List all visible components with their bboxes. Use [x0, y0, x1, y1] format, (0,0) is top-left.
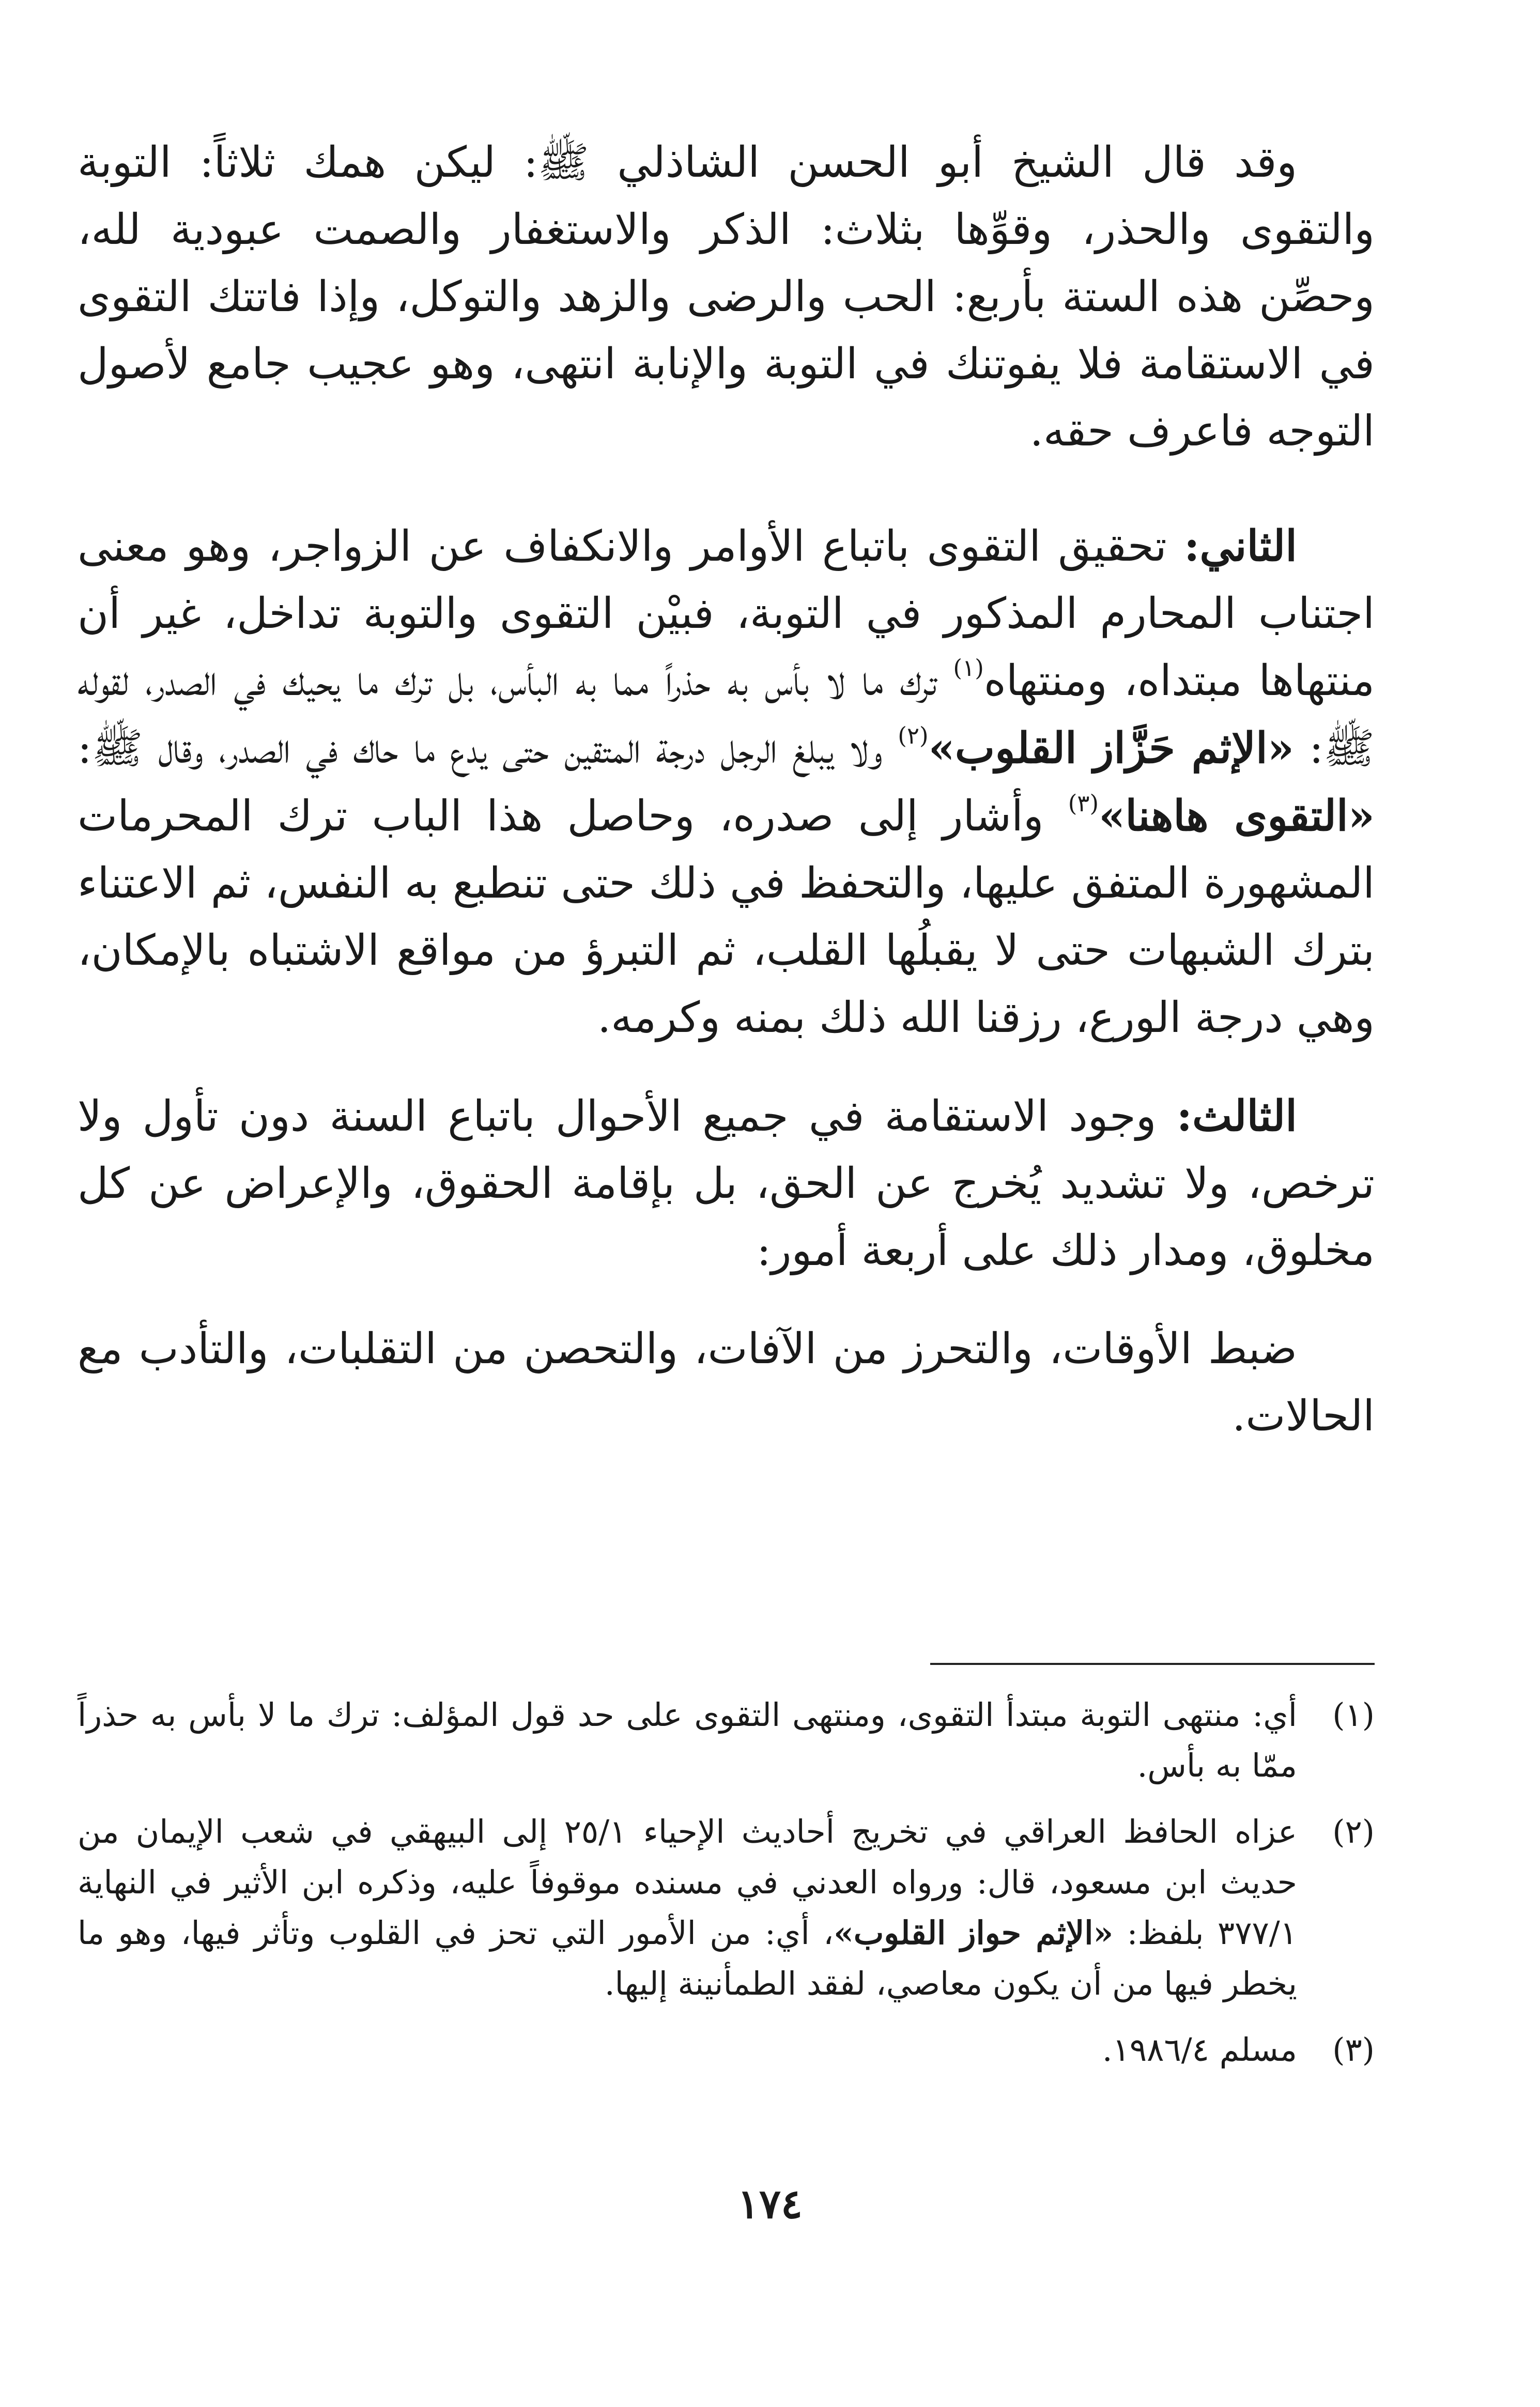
section-label-third: الثالث:	[1176, 1091, 1297, 1141]
footnote-ref-2: (٢)	[898, 721, 929, 749]
footnote-2-text	[78, 1807, 1297, 2009]
footnotes	[78, 1690, 1375, 2091]
hadith-quote-ithm: «الإثم حَزَّاز القلوب»	[928, 723, 1294, 773]
footnote-1-text: أي: منتهى التوبة مبتدأ التقوى، ومنتهى التقوى على حد قول المؤلف: ترك ما لا بأس به حذراً ممّا به بأس.	[78, 1696, 1297, 1784]
footnote-ref-1: (١)	[953, 654, 984, 682]
footnote-2-number: (٢)	[1332, 1813, 1375, 1850]
footnote-ref-3: (٣)	[1068, 789, 1099, 817]
footnote-2-text-b: ، أي: من الأمور التي تحز في القلوب وتأثر فيها، وهو ما يخطر فيها من أن يكون معاصي، لفقد الطمأنينة إليها.	[78, 1914, 1297, 2002]
page-number: ١٧٤	[737, 2181, 803, 2228]
paragraph-second	[78, 513, 1375, 1052]
paragraph-shadhili-quote: وقد قال الشيخ أبو الحسن الشاذلي ﷺ: ليكن همك ثلاثاً: التوبة والتقوى والحذر، وقوِّها بثلاث: الذكر والاستغفار والصمت عبودية لله، وحصِّن هذه الستة بأربع: الحب والرضى والزهد والتوكل، وإذا فاتتك التقوى في الاستقامة فلا يفوتنك في التوبة والإنابة انتهى، وهو عجيب جامع لأصول التوجه فاعرف حقه.	[78, 138, 1375, 456]
footnote-3-number: (٣)	[1332, 2031, 1375, 2069]
paragraph-second-text-1: تحقيق التقوى باتباع الأوامر والانكفاف عن الزواجر، وهو معنى اجتناب المحارم المذكور في التوبة، فبيْن التقوى والتوبة تداخل، غير أن منتهاها مبتداه، ومنتهاه	[78, 522, 1375, 705]
footnote-divider	[930, 1663, 1375, 1665]
footnote-2-quote: «الإثم حواز القلوب»	[834, 1914, 1114, 1952]
footnote-1	[78, 1690, 1375, 1791]
section-label-second: الثاني:	[1184, 521, 1297, 571]
paragraph-four-matters: ضبط الأوقات، والتحرز من الآفات، والتحصن من التقلبات، والتأدب مع الحالات.	[78, 1324, 1375, 1441]
paragraph-second-text-2: ترك ما لا بأس به حذراً مما به البأس، بل ترك ما يحيك في الصدر، لقوله ﷺ:	[78, 656, 1375, 773]
footnote-1-number: (١)	[1332, 1696, 1375, 1734]
footnote-3	[78, 2025, 1375, 2075]
paragraph-third	[78, 1083, 1375, 1285]
paragraph-third-text: وجود الاستقامة في جميع الأحوال باتباع السنة دون تأول ولا ترخص، ولا تشديد يُخرج عن الحق، بل بإقامة الحقوق، والإعراض عن كل مخلوق، ومدار ذلك على أربعة أمور:	[78, 1092, 1375, 1275]
footnote-3-text: مسلم ١٩٨٦/٤.	[1102, 2031, 1297, 2069]
footnote-2	[78, 1807, 1375, 2009]
paragraph-second-text-3: ولا يبلغ الرجل درجة المتقين حتى يدع ما حاك في الصدر، وقال ﷺ:	[78, 724, 898, 773]
footnote-2-text-a: عزاه الحافظ العراقي في تخريج أحاديث الإحياء ٢٥/١ إلى البيهقي في شعب الإيمان من حديث ابن مسعود، قال: ورواه العدني في مسنده موقوفاً عليه، وذكره ابن الأثير في النهاية ٣٧٧/١ بلفظ:	[78, 1813, 1298, 1952]
main-text	[78, 129, 1375, 1450]
paragraph-second-text-4: وأشار إلى صدره، وحاصل هذا الباب ترك المحرمات المشهورة المتفق عليها، والتحفظ في ذلك حتى تنطبع به النفس، ثم الاعتناء بترك الشبهات حتى لا يقبلُها القلب، ثم التبرؤ من مواقع الاشتباه بالإمكان، وهي درجة الورع، رزقنا الله ذلك بمنه وكرمه.	[78, 792, 1375, 1042]
hadith-quote-taqwa: «التقوى هاهنا»	[1099, 791, 1375, 841]
